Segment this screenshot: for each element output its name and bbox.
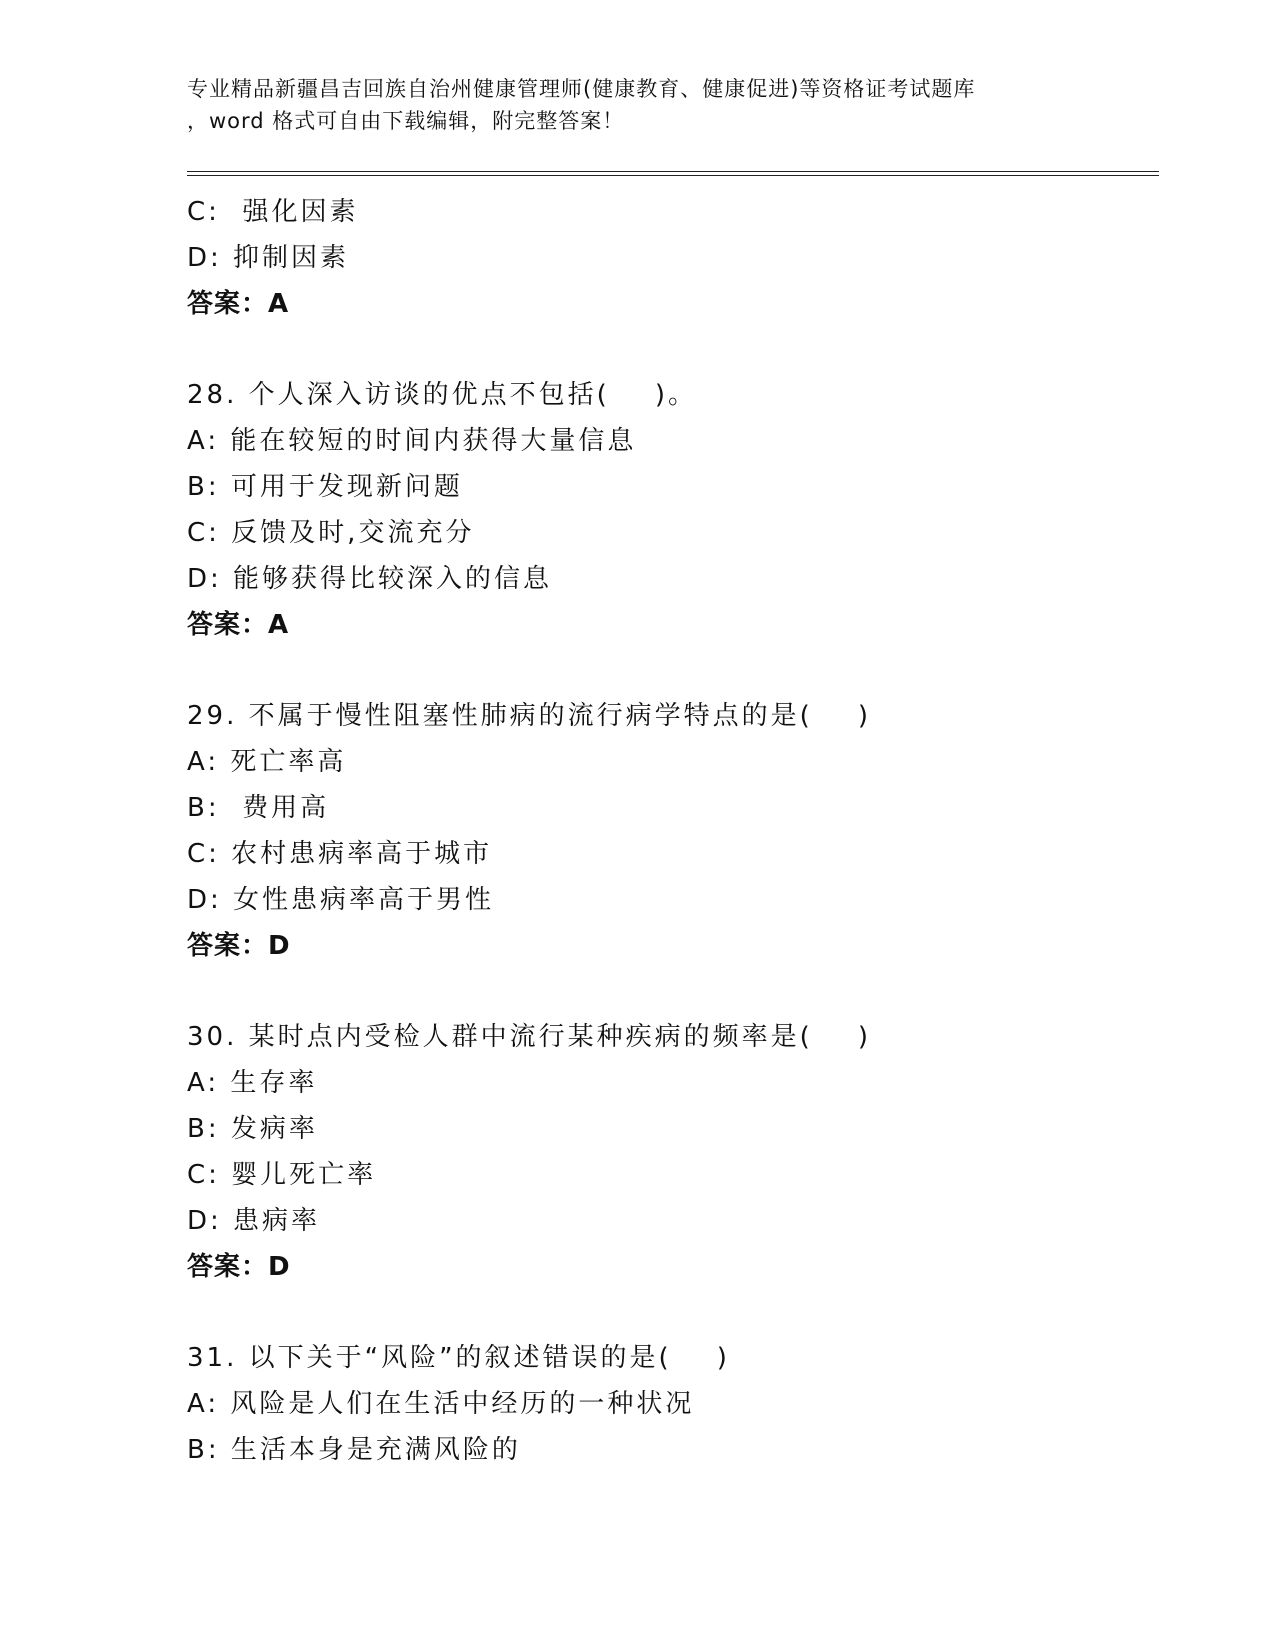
option-c: C: 农村患病率高于城市: [187, 839, 493, 869]
option-d: D: 患病率: [187, 1206, 321, 1236]
document-header: [187, 73, 1092, 137]
option-a: A: 生存率: [187, 1068, 318, 1098]
option-d: D: 抑制因素: [187, 243, 350, 273]
question-stem: 31. 以下关于“风险”的叙述错误的是( ): [187, 1343, 730, 1373]
header-divider-bottom: [187, 175, 1159, 176]
option-b: B: 可用于发现新问题: [187, 472, 463, 502]
question-stem: 28. 个人深入访谈的优点不包括( )。: [187, 380, 697, 410]
question-30: [187, 1014, 1147, 1290]
answer-line: 答案：A: [187, 289, 290, 319]
option-a: A: 死亡率高: [187, 747, 347, 777]
question-28: [187, 372, 1147, 648]
answer-line: 答案：D: [187, 1252, 291, 1282]
partial-question-block: [187, 189, 1147, 327]
option-d: D: 女性患病率高于男性: [187, 885, 495, 915]
answer-line: 答案：D: [187, 931, 291, 961]
option-a: A: 风险是人们在生活中经历的一种状况: [187, 1389, 695, 1419]
question-stem: 29. 不属于慢性阻塞性肺病的流行病学特点的是( ): [187, 701, 871, 731]
question-spacer: [187, 1290, 1147, 1335]
question-spacer: [187, 648, 1147, 693]
header-title-line: 专业精品新疆昌吉回族自治州健康管理师(健康教育、健康促进)等资格证考试题库: [187, 77, 976, 101]
option-c: C: 强化因素: [187, 197, 359, 227]
option-b: B: 费用高: [187, 793, 330, 823]
header-subtitle-line: ，word 格式可自由下载编辑，附完整答案！: [187, 109, 625, 133]
option-b: B: 发病率: [187, 1114, 318, 1144]
question-spacer: [187, 327, 1147, 372]
option-b: B: 生活本身是充满风险的: [187, 1435, 521, 1465]
answer-line: 答案：A: [187, 610, 290, 640]
header-divider-top: [187, 171, 1159, 172]
option-c: C: 婴儿死亡率: [187, 1160, 377, 1190]
question-29: [187, 693, 1147, 969]
question-31: [187, 1335, 1147, 1473]
option-c: C: 反馈及时,交流充分: [187, 518, 475, 548]
question-spacer: [187, 969, 1147, 1014]
question-list: [187, 189, 1147, 1473]
option-d: D: 能够获得比较深入的信息: [187, 564, 553, 594]
question-stem: 30. 某时点内受检人群中流行某种疾病的频率是( ): [187, 1022, 871, 1052]
option-a: A: 能在较短的时间内获得大量信息: [187, 426, 637, 456]
